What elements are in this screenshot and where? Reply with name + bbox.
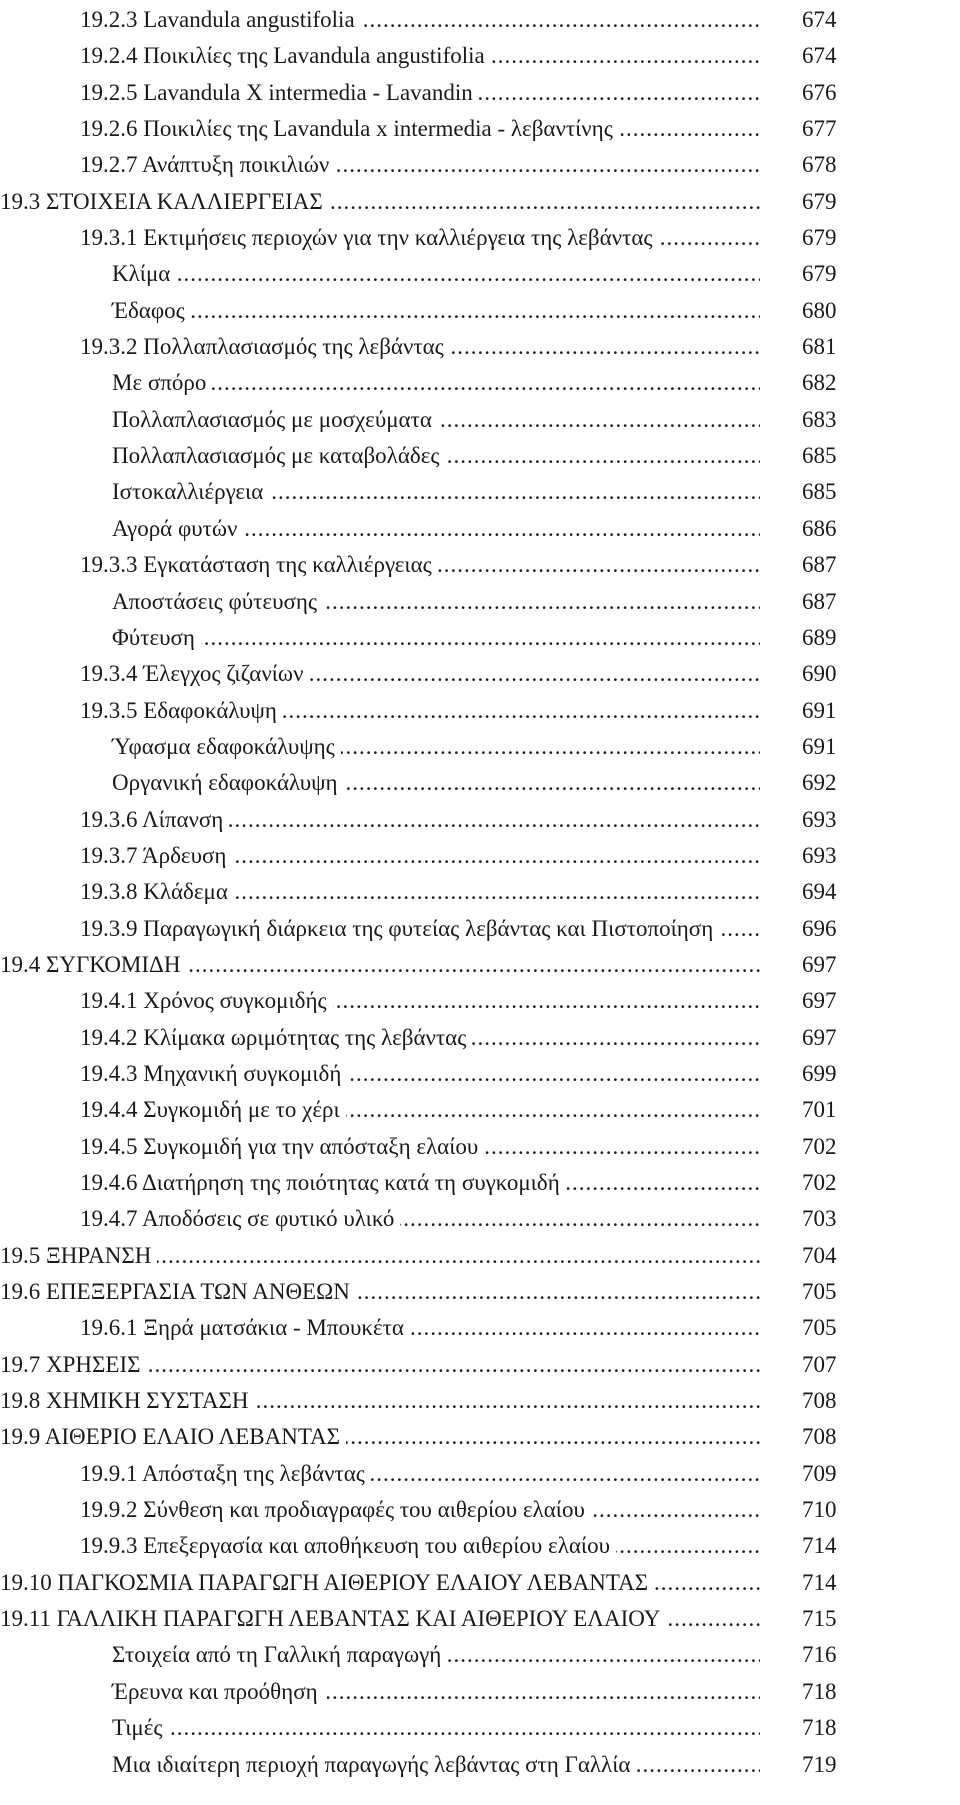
toc-entry[interactable]: [0, 1528, 960, 1564]
toc-entry[interactable]: [0, 38, 960, 74]
toc-entry[interactable]: [0, 1201, 960, 1237]
toc-entry-title: Με σπόρο: [112, 365, 212, 401]
toc-entry-title: Αγορά φυτών: [112, 511, 243, 547]
toc-entry-page-number: 702: [802, 1133, 837, 1159]
toc-entry-title: Μια ιδιαίτερη περιοχή παραγωγής λεβάντας στη Γαλλία: [112, 1747, 636, 1783]
toc-entry[interactable]: [0, 147, 960, 183]
toc-entry[interactable]: [0, 584, 960, 620]
toc-entry-title: Φύτευση: [112, 620, 201, 656]
toc-entry[interactable]: [0, 693, 960, 729]
toc-entry-page-number: 719: [802, 1751, 837, 1777]
toc-entry-page-number: 697: [802, 1024, 837, 1050]
toc-entry-page-number: 705: [802, 1315, 837, 1341]
toc-entry-page-number: 687: [802, 588, 837, 614]
toc-entry-title: 19.9.1 Απόσταξη της λεβάντας: [80, 1456, 371, 1492]
toc-entry-page-number: 693: [802, 842, 837, 868]
toc-entry-title: Στοιχεία από τη Γαλλική παραγωγή: [112, 1637, 447, 1673]
toc-entry-title: 19.5 ΞΗΡΑΝΣΗ: [0, 1238, 157, 1274]
toc-entry-title: Πολλαπλασιασμός με καταβολάδες: [112, 438, 445, 474]
toc-entry-page-number: 681: [802, 334, 837, 360]
toc-entry-page-number: 694: [802, 879, 837, 905]
toc-entry[interactable]: [0, 402, 960, 438]
toc-entry[interactable]: [0, 765, 960, 801]
toc-entry[interactable]: [0, 184, 960, 220]
toc-entry-page-number: 714: [802, 1569, 837, 1595]
dot-leader: [140, 838, 760, 874]
toc-entry-page-number: 702: [802, 1170, 837, 1195]
toc-entry-page-number: 708: [802, 1424, 837, 1450]
toc-entry[interactable]: [0, 1274, 960, 1310]
toc-entry-title: 19.4.6 Διατήρηση της ποιότητας κατά τη συγκομιδή: [80, 1165, 566, 1201]
toc-entry-page-number: 703: [802, 1206, 837, 1232]
toc-entry[interactable]: [0, 911, 960, 947]
toc-entry[interactable]: [0, 1637, 960, 1673]
toc-entry[interactable]: [0, 1601, 960, 1637]
toc-entry-title: 19.3.3 Εγκατάσταση της καλλιέργειας: [80, 547, 438, 583]
toc-entry[interactable]: [0, 293, 960, 329]
toc-entry-page-number: 692: [802, 770, 837, 796]
toc-entry[interactable]: [0, 365, 960, 401]
toc-entry[interactable]: [0, 1165, 960, 1201]
toc-entry-title: Κλίμα: [112, 256, 176, 292]
toc-entry[interactable]: [0, 983, 960, 1019]
toc-entry-title: Οργανική εδαφοκάλυψη: [112, 765, 344, 801]
toc-entry-title: 19.6 ΕΠΕΞΕΡΓΑΣΙΑ ΤΩΝ ΑΝΘΕΩΝ: [0, 1274, 356, 1310]
toc-entry-title: 19.3.2 Πολλαπλασιασμός της λεβάντας: [80, 329, 450, 365]
toc-entry[interactable]: [0, 1747, 960, 1783]
toc-entry-title: Έδαφος: [112, 293, 191, 329]
dot-leader: [140, 802, 760, 838]
toc-entry[interactable]: [0, 329, 960, 365]
toc-entry[interactable]: [0, 1383, 960, 1419]
toc-entry-title: Έρευνα και προόθηση: [112, 1674, 324, 1710]
toc-entry-title: 19.4.4 Συγκομιδή με το χέρι: [80, 1092, 346, 1128]
toc-entry-title: Ιστοκαλλιέργεια: [112, 474, 269, 510]
toc-entry[interactable]: [0, 547, 960, 583]
toc-entry-title: 19.3 ΣΤΟΙΧΕΙΑ ΚΑΛΛΙΕΡΓΕΙΑΣ: [0, 184, 329, 220]
toc-entry-page-number: 678: [802, 152, 837, 178]
toc-entry-title: 19.4.5 Συγκομιδή για την απόσταξη ελαίου: [80, 1129, 484, 1165]
toc-entry-page-number: 682: [802, 370, 837, 396]
toc-entry-page-number: 674: [802, 7, 837, 32]
toc-entry-page-number: 708: [802, 1388, 837, 1414]
toc-entry[interactable]: [0, 1129, 960, 1165]
toc-entry-title: Αποστάσεις φύτευσης: [112, 584, 323, 620]
toc-entry-title: 19.3.6 Λίπανση: [80, 802, 229, 838]
toc-entry-title: 19.9 ΑΙΘΕΡΙΟ ΕΛΑΙΟ ΛΕΒΑΝΤΑΣ: [0, 1419, 346, 1455]
toc-entry-page-number: 718: [802, 1678, 837, 1704]
toc-entry-page-number: 699: [802, 1060, 837, 1086]
toc-entry-title: Τιμές: [112, 1710, 169, 1746]
dot-leader: [170, 1710, 760, 1746]
toc-entry[interactable]: [0, 1674, 960, 1710]
toc-entry-page-number: 677: [802, 116, 837, 142]
toc-entry-page-number: 697: [802, 951, 837, 977]
toc-entry-title: 19.3.7 Άρδευση: [80, 838, 232, 874]
toc-entry-title: 19.3.9 Παραγωγική διάρκεια της φυτείας λεβάντας και Πιστοποίηση: [80, 911, 719, 947]
toc-entry-page-number: 710: [802, 1497, 837, 1523]
toc-entry-title: 19.3.5 Εδαφοκάλυψη: [80, 693, 283, 729]
toc-entry-page-number: 674: [802, 43, 837, 69]
toc-entry[interactable]: [0, 1565, 960, 1601]
toc-entry-page-number: 687: [802, 552, 837, 578]
toc-entry-title: 19.8 ΧΗΜΙΚΗ ΣΥΣΤΑΣΗ: [0, 1383, 255, 1419]
toc-entry-page-number: 680: [802, 297, 837, 323]
toc-entry-page-number: 709: [802, 1460, 837, 1486]
toc-entry[interactable]: [0, 802, 960, 838]
toc-entry-page-number: 683: [802, 406, 837, 432]
toc-entry-page-number: 705: [802, 1279, 837, 1305]
toc-entry-page-number: 676: [802, 79, 837, 105]
toc-entry[interactable]: [0, 1056, 960, 1092]
toc-entry-page-number: 714: [802, 1533, 837, 1559]
toc-entry[interactable]: [0, 111, 960, 147]
toc-entry-title: 19.4.1 Χρόνος συγκομιδής: [80, 983, 333, 1019]
toc-entry-title: 19.3.1 Εκτιμήσεις περιοχών για την καλλιέργεια της λεβάντας: [80, 220, 658, 256]
dot-leader: [170, 365, 760, 401]
dot-leader: [60, 1347, 760, 1383]
toc-entry-title: 19.3.4 Έλεγχος ζιζανίων: [80, 656, 309, 692]
toc-entry-title: 19.7 ΧΡΗΣΕΙΣ: [0, 1347, 147, 1383]
toc-entry-title: 19.2.6 Ποικιλίες της Lavandula x intermedia - λεβαντίνης: [80, 111, 619, 147]
dot-leader: [170, 511, 760, 547]
toc-entry[interactable]: [0, 511, 960, 547]
dot-leader: [170, 620, 760, 656]
toc-entry-page-number: 693: [802, 806, 837, 832]
toc-entry-title: 19.6.1 Ξηρά ματσάκια - Μπουκέτα: [80, 1310, 410, 1346]
toc-entry[interactable]: [0, 1020, 960, 1056]
toc-entry-title: 19.3.8 Κλάδεμα: [80, 874, 234, 910]
toc-entry[interactable]: [0, 1310, 960, 1346]
toc-entry[interactable]: [0, 75, 960, 111]
toc-entry-title: 19.9.3 Επεξεργασία και αποθήκευση του αιθερίου ελαίου: [80, 1528, 616, 1564]
toc-entry-title: 19.2.3 Lavandula angustifolia: [80, 2, 361, 38]
toc-entry-page-number: 697: [802, 988, 837, 1014]
toc-entry[interactable]: [0, 474, 960, 510]
toc-entry-page-number: 691: [802, 733, 837, 759]
toc-entry-title: 19.4.7 Αποδόσεις σε φυτικό υλικό: [80, 1201, 400, 1237]
toc-entry[interactable]: [0, 656, 960, 692]
toc-entry-title: 19.4.3 Μηχανική συγκομιδή: [80, 1056, 347, 1092]
toc-entry-page-number: 685: [802, 479, 837, 505]
toc-entry[interactable]: [0, 1710, 960, 1746]
toc-entry-page-number: 679: [802, 188, 837, 214]
toc-entry-title: Πολλαπλασιασμός με μοσχεύματα: [112, 402, 438, 438]
toc-entry[interactable]: [0, 1492, 960, 1528]
toc-entry[interactable]: [0, 1419, 960, 1455]
toc-entry-page-number: 691: [802, 697, 837, 723]
toc-entry-page-number: 696: [802, 915, 837, 941]
toc-entry-page-number: 686: [802, 515, 837, 541]
toc-entry-page-number: 715: [802, 1606, 837, 1632]
toc-entry-page-number: 701: [802, 1097, 837, 1123]
toc-entry-page-number: 704: [802, 1242, 837, 1268]
toc-entry-page-number: 685: [802, 443, 837, 469]
toc-entry[interactable]: [0, 874, 960, 910]
toc-entry-title: 19.2.5 Lavandula X intermedia - Lavandin: [80, 75, 479, 111]
toc-entry[interactable]: [0, 1238, 960, 1274]
toc-entry[interactable]: [0, 620, 960, 656]
toc-entry[interactable]: [0, 2, 960, 38]
toc-entry-page-number: 679: [802, 225, 837, 251]
toc-entry[interactable]: [0, 729, 960, 765]
toc-entry[interactable]: [0, 838, 960, 874]
toc-entry[interactable]: [0, 438, 960, 474]
dot-leader: [170, 293, 760, 329]
toc-entry[interactable]: [0, 220, 960, 256]
toc-entry[interactable]: [0, 1456, 960, 1492]
dot-leader: [170, 256, 760, 292]
toc-entry-page-number: 690: [802, 661, 837, 687]
toc-entry-title: 19.4.2 Κλίμακα ωριμότητας της λεβάντας: [80, 1020, 472, 1056]
toc-entry-title: 19.11 ΓΑΛΛΙΚΗ ΠΑΡΑΓΩΓΗ ΛΕΒΑΝΤΑΣ ΚΑΙ ΑΙΘΕΡΙΟΥ ΕΛΑΙΟΥ: [0, 1601, 666, 1637]
toc-entry[interactable]: [0, 947, 960, 983]
toc-entry-title: 19.2.4 Ποικιλίες της Lavandula angustifolia: [80, 38, 491, 74]
toc-entry-title: 19.9.2 Σύνθεση και προδιαγραφές του αιθερίου ελαίου: [80, 1492, 591, 1528]
toc-entry-page-number: 689: [802, 624, 837, 650]
toc-entry-title: Ύφασμα εδαφοκάλυψης: [112, 729, 341, 765]
toc-entry-page-number: 679: [802, 261, 837, 287]
toc-entry[interactable]: [0, 1347, 960, 1383]
toc-entry-title: 19.10 ΠΑΓΚΟΣΜΙΑ ΠΑΡΑΓΩΓΗ ΑΙΘΕΡΙΟΥ ΕΛΑΙΟΥ ΛΕΒΑΝΤΑΣ: [0, 1565, 654, 1601]
toc-entry-title: 19.2.7 Ανάπτυξη ποικιλιών: [80, 147, 335, 183]
toc-entry-page-number: 716: [802, 1642, 837, 1668]
dot-leader: [60, 1238, 760, 1274]
toc-entry[interactable]: [0, 256, 960, 292]
toc-entry-page-number: 707: [802, 1351, 837, 1377]
toc-entry-title: 19.4 ΣΥΓΚΟΜΙΔΗ: [0, 947, 186, 983]
toc-entry[interactable]: [0, 1092, 960, 1128]
toc-entry-page-number: 718: [802, 1715, 837, 1741]
